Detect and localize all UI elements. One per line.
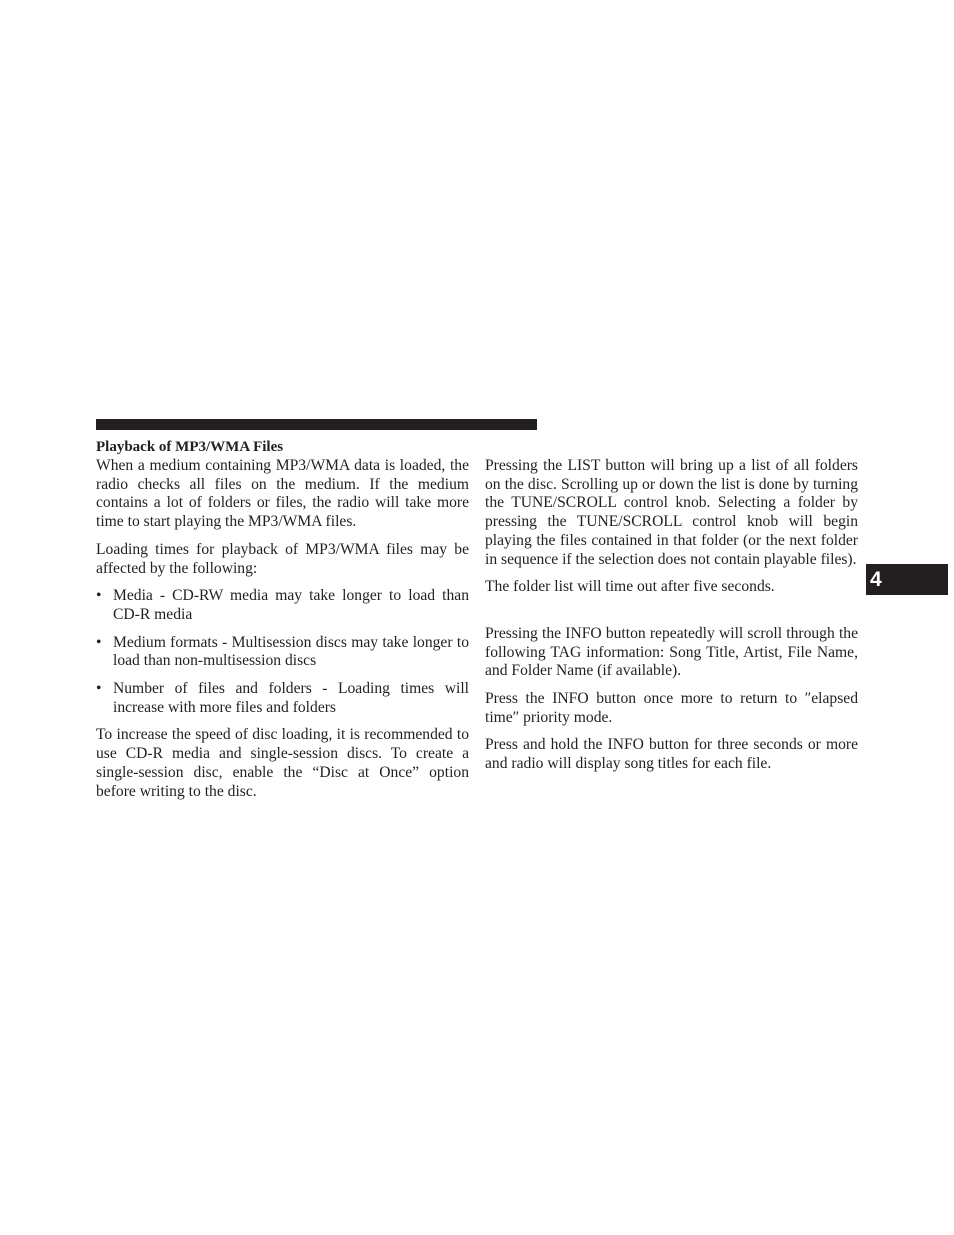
list-item: • Number of files and folders - Loading times will increase with more files and folders [96, 680, 469, 716]
right-column [485, 457, 858, 774]
bullet-icon: • [96, 587, 102, 605]
paragraph-speed-tip: To increase the speed of disc loading, it is recommended to use CD-R media and single-session discs. To create a single-session disc, enable the “Disc at Once” option before writing to the disc. [96, 726, 469, 800]
paragraph-folder-timeout: The folder list will time out after five seconds. [485, 578, 775, 596]
paragraph-info-once: Press the INFO button once more to return to ″elapsed time″ priority mode. [485, 690, 858, 726]
list-item: • Medium formats - Multisession discs may take longer to load than non-multisession discs [96, 633, 469, 670]
paragraph-loading-times: Loading times for playback of MP3/WMA files may be affected by the following: [96, 540, 469, 577]
section-rule [96, 419, 537, 430]
list-item: • Media - CD-RW media may take longer to load than CD-R media [96, 587, 469, 623]
section-heading: Playback of MP3/WMA Files [96, 439, 284, 455]
bullet-icon: • [96, 680, 102, 698]
paragraph-loading-check: When a medium containing MP3/WMA data is loaded, the radio checks all files on the medium. If the medium contains a lot of folders or files, the radio will take more time to start playing the MP3/WMA files. [96, 457, 469, 531]
paragraph-info-button: Pressing the INFO button repeatedly will scroll through the following TAG information: Song Title, Artist, File Name, and Folder Name (if available). [485, 624, 858, 680]
left-column [96, 438, 469, 801]
loading-factors-list [96, 587, 469, 717]
bullet-icon: • [96, 633, 102, 651]
paragraph-info-hold: Press and hold the INFO button for three seconds or more and radio will display song titles for each file. [485, 736, 858, 773]
chapter-tab: 4 [866, 564, 948, 595]
paragraph-list-button: Pressing the LIST button will bring up a list of all folders on the disc. Scrolling up or down the list is done by turning the TUNE/SCROLL control knob. Selecting a folder by pressing the TUNE/SCROLL control knob will begin playing the files contained in that folder (or the next folder in sequence if the selection does not contain playable files). [485, 457, 858, 568]
